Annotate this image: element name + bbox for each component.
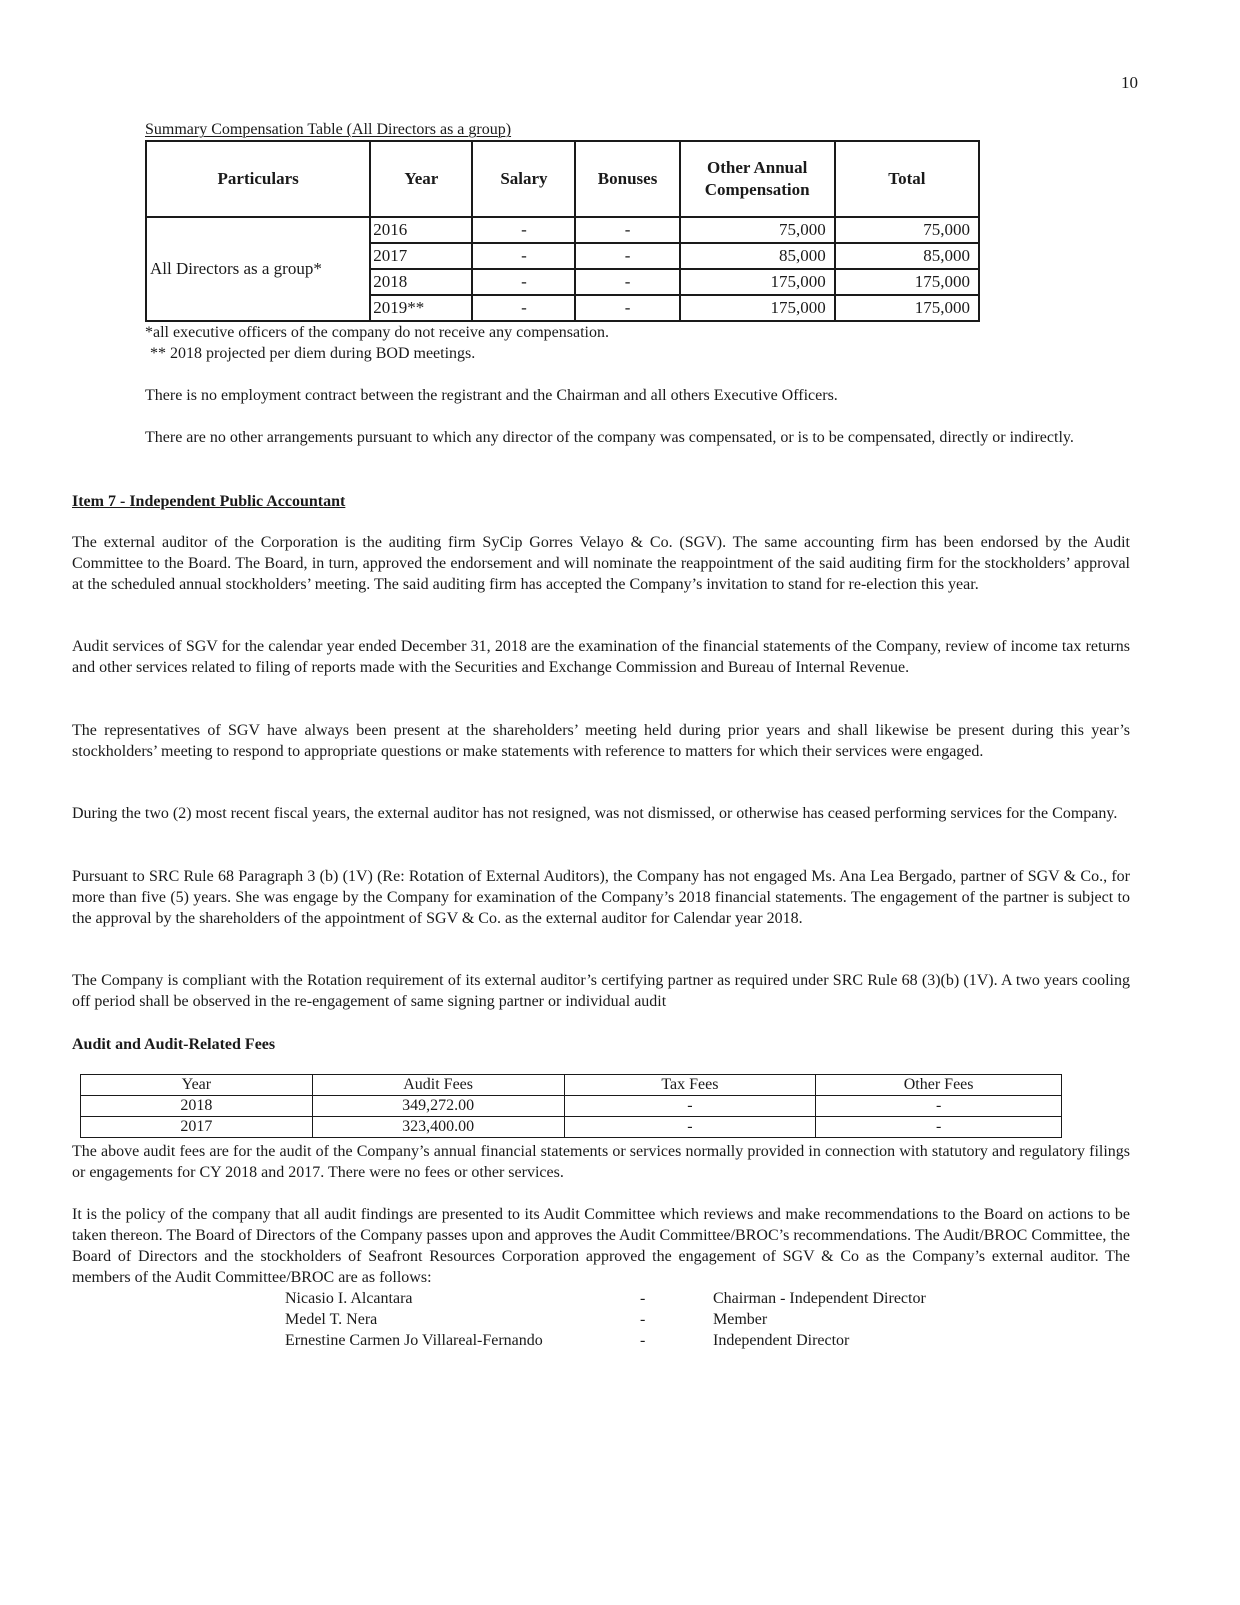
cell-year: 2019** xyxy=(370,295,472,321)
group-label: All Directors as a group* xyxy=(146,217,370,321)
cell-year: 2018 xyxy=(370,269,472,295)
item7-paragraph-1: The external auditor of the Corporation is the auditing firm SyCip Gorres Velayo & Co. (SGV). The same accounting firm has been endorsed by the Audit Committee to the Board. The Board, in turn, approved the endorsement and will nominate the reappointment of the said auditing firm for the stockholders’ approval at the scheduled annual stockholders’ meeting. The said auditing firm has accepted the Company’s invitation to stand for re-election this year. xyxy=(72,534,1130,593)
list-item xyxy=(285,1309,1013,1330)
fees-header-other: Other Fees xyxy=(816,1075,1062,1096)
item7-paragraph-6: The Company is compliant with the Rotation requirement of its external auditor’s certifying partner as required under SRC Rule 68 (3)(b) (1V). A two years cooling off period shall be observed in the re-engagement of same signing partner or individual audit xyxy=(72,972,1130,1010)
header-particulars: Particulars xyxy=(146,141,370,217)
fees-cell-tax: - xyxy=(564,1096,816,1117)
compensation-header-row xyxy=(146,141,979,217)
fees-cell-other: - xyxy=(816,1117,1062,1138)
table-row xyxy=(81,1096,1062,1117)
fees-header-year: Year xyxy=(81,1075,313,1096)
member-role: Chairman - Independent Director xyxy=(713,1290,926,1307)
cell-total: 85,000 xyxy=(835,243,979,269)
other-arrangements-paragraph: There are no other arrangements pursuant to which any director of the company was compensated, or is to be compensated, directly or indirectly. xyxy=(145,429,1074,446)
item7-paragraph-3: The representatives of SGV have always been present at the shareholders’ meeting held during prior years and shall likewise be present during this year’s stockholders’ meeting to respond to appropriate questions or make statements with reference to matters for which their services were engaged. xyxy=(72,722,1130,760)
fees-header-audit: Audit Fees xyxy=(312,1075,564,1096)
footnote-1: *all executive officers of the company do not receive any compensation. xyxy=(145,324,609,341)
cell-bonuses: - xyxy=(575,269,679,295)
item7-heading: Item 7 - Independent Public Accountant xyxy=(72,493,346,510)
footnote-2: ** 2018 projected per diem during BOD meetings. xyxy=(150,345,476,362)
fees-cell-tax: - xyxy=(564,1117,816,1138)
cell-salary: - xyxy=(472,243,575,269)
fees-cell-year: 2018 xyxy=(81,1096,313,1117)
compensation-table xyxy=(145,140,980,322)
header-other-annual-compensation xyxy=(680,141,835,217)
member-name: Ernestine Carmen Jo Villareal-Fernando xyxy=(285,1332,543,1349)
fees-cell-audit: 323,400.00 xyxy=(312,1117,564,1138)
fees-header-tax: Tax Fees xyxy=(564,1075,816,1096)
audit-fees-heading: Audit and Audit-Related Fees xyxy=(72,1036,276,1053)
item7-paragraph-4: During the two (2) most recent fiscal years, the external auditor has not resigned, was not dismissed, or otherwise has ceased performing services for the Company. xyxy=(72,805,1118,822)
audit-fees-table xyxy=(80,1074,1062,1138)
cell-bonuses: - xyxy=(575,243,679,269)
member-role: Independent Director xyxy=(713,1332,850,1349)
audit-policy-paragraph: It is the policy of the company that all audit findings are presented to its Audit Committee which reviews and make recommendations to the Board on actions to be taken thereon. The Board of Directors of the Company passes upon and approves the Audit Committee/BROC’s recommendations. The Audit/BROC Committee, the Board of Directors and the stockholders of Seafront Resources Corporation approved the engagement of SGV & Co as the Company’s external auditor. The members of the Audit Committee/BROC are as follows: xyxy=(72,1206,1130,1286)
cell-salary: - xyxy=(472,295,575,321)
cell-total: 75,000 xyxy=(835,217,979,243)
cell-salary: - xyxy=(472,217,575,243)
audit-fees-note: The above audit fees are for the audit of the Company’s annual financial statements or services normally provided in connection with statutory and regulatory filings or engagements for CY 2018 and 2017. There were no fees or other services. xyxy=(72,1143,1130,1181)
header-year: Year xyxy=(370,141,472,217)
member-name: Nicasio I. Alcantara xyxy=(285,1290,413,1307)
cell-other: 75,000 xyxy=(680,217,835,243)
fees-header-row xyxy=(81,1075,1062,1096)
cell-year: 2017 xyxy=(370,243,472,269)
member-dash: - xyxy=(640,1332,646,1349)
cell-other: 175,000 xyxy=(680,295,835,321)
fees-cell-audit: 349,272.00 xyxy=(312,1096,564,1117)
table-row xyxy=(81,1117,1062,1138)
member-name: Medel T. Nera xyxy=(285,1311,378,1328)
item7-paragraph-2: Audit services of SGV for the calendar year ended December 31, 2018 are the examination of the financial statements of the Company, review of income tax returns and other services related to filing of reports made with the Securities and Exchange Commission and Bureau of Internal Revenue. xyxy=(72,638,1130,676)
cell-bonuses: - xyxy=(575,295,679,321)
member-dash: - xyxy=(640,1290,646,1307)
audit-committee-members xyxy=(285,1288,1013,1351)
list-item xyxy=(285,1288,1013,1309)
employment-contract-paragraph: There is no employment contract between the registrant and the Chairman and all others Executive Officers. xyxy=(145,387,838,404)
header-other-line2: Compensation xyxy=(704,180,810,199)
page-number: 10 xyxy=(1121,73,1138,92)
cell-total: 175,000 xyxy=(835,295,979,321)
header-salary: Salary xyxy=(472,141,575,217)
cell-bonuses: - xyxy=(575,217,679,243)
compensation-table-caption: Summary Compensation Table (All Directors as a group) xyxy=(145,121,512,138)
table-row xyxy=(146,217,979,243)
header-bonuses: Bonuses xyxy=(575,141,679,217)
cell-year: 2016 xyxy=(370,217,472,243)
list-item xyxy=(285,1330,1013,1351)
member-dash: - xyxy=(640,1311,646,1328)
fees-cell-year: 2017 xyxy=(81,1117,313,1138)
fees-cell-other: - xyxy=(816,1096,1062,1117)
item7-paragraph-5: Pursuant to SRC Rule 68 Paragraph 3 (b) (1V) (Re: Rotation of External Auditors), the Company has not engaged Ms. Ana Lea Bergado, partner of SGV & Co., for more than five (5) years. She was engage by the Company for examination of the Company’s 2018 financial statements. The engagement of the partner is subject to the approval by the shareholders of the appointment of SGV & Co. as the external auditor for Calendar year 2018. xyxy=(72,868,1130,927)
cell-other: 175,000 xyxy=(680,269,835,295)
cell-salary: - xyxy=(472,269,575,295)
cell-total: 175,000 xyxy=(835,269,979,295)
cell-other: 85,000 xyxy=(680,243,835,269)
header-total: Total xyxy=(835,141,979,217)
member-role: Member xyxy=(713,1311,768,1328)
header-other-line1: Other Annual xyxy=(707,158,808,177)
